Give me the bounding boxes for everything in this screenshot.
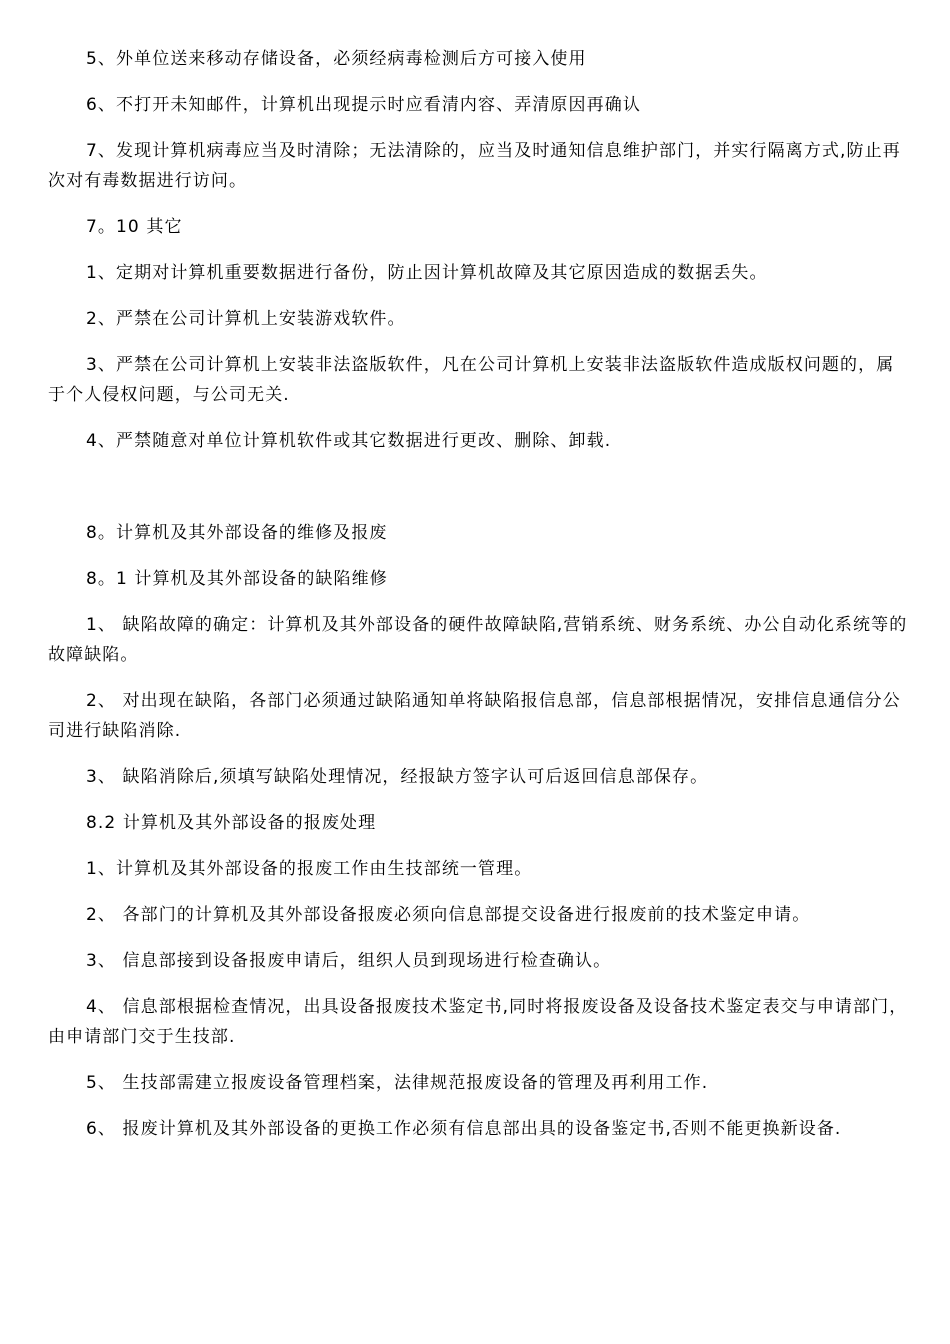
section8-2-item-6: 6、 报废计算机及其外部设备的更换工作必须有信息部出具的设备鉴定书,否则不能更换新设备. — [86, 1119, 842, 1139]
section7-item-5: 5、外单位送来移动存储设备，必须经病毒检测后方可接入使用 — [86, 49, 587, 69]
section8-1-item-2: 2、 对出现在缺陷，各部门必须通过缺陷通知单将缺陷报信息部，信息部根据情况，安排信息通信分公司进行缺陷消除. — [48, 691, 901, 741]
section8-2-item-2: 2、 各部门的计算机及其外部设备报废必须向信息部提交设备进行报废前的技术鉴定申请。 — [86, 905, 811, 925]
section7-item-7: 7、发现计算机病毒应当及时清除；无法清除的，应当及时通知信息维护部门，并实行隔离方式,防止再次对有毒数据进行访问。 — [48, 141, 901, 191]
section8-1-item-3: 3、 缺陷消除后,须填写缺陷处理情况，经报缺方签字认可后返回信息部保存。 — [86, 767, 709, 787]
document-page — [48, 44, 908, 1160]
section7-10-item-3: 3、严禁在公司计算机上安装非法盗版软件，凡在公司计算机上安装非法盗版软件造成版权问题的，属于个人侵权问题，与公司无关. — [48, 355, 895, 405]
section8-1-item-1: 1、 缺陷故障的确定：计算机及其外部设备的硬件故障缺陷,营销系统、财务系统、办公自动化系统等的故障缺陷。 — [48, 615, 908, 665]
section8-2-item-4: 4、 信息部根据检查情况，出具设备报废技术鉴定书,同时将报废设备及设备技术鉴定表交与申请部门，由申请部门交于生技部. — [48, 997, 908, 1047]
section-7-10-heading: 7。10 其它 — [86, 217, 183, 237]
section-8-heading: 8。计算机及其外部设备的维修及报废 — [86, 523, 388, 543]
section8-2-item-5: 5、 生技部需建立报废设备管理档案，法律规范报废设备的管理及再利用工作. — [86, 1073, 709, 1093]
section8-2-item-3: 3、 信息部接到设备报废申请后，组织人员到现场进行检查确认。 — [86, 951, 612, 971]
section7-10-item-4: 4、严禁随意对单位计算机软件或其它数据进行更改、删除、卸载. — [86, 431, 612, 451]
section7-item-6: 6、不打开未知邮件，计算机出现提示时应看清内容、弄清原因再确认 — [86, 95, 641, 115]
section7-10-item-2: 2、严禁在公司计算机上安装游戏软件。 — [86, 309, 406, 329]
section-8-1-heading: 8。1 计算机及其外部设备的缺陷维修 — [86, 569, 388, 589]
section-8-2-heading: 8.2 计算机及其外部设备的报废处理 — [86, 813, 377, 833]
section-spacer — [48, 472, 908, 518]
section7-10-item-1: 1、定期对计算机重要数据进行备份，防止因计算机故障及其它原因造成的数据丢失。 — [86, 263, 768, 283]
section8-2-item-1: 1、计算机及其外部设备的报废工作由生技部统一管理。 — [86, 859, 533, 879]
